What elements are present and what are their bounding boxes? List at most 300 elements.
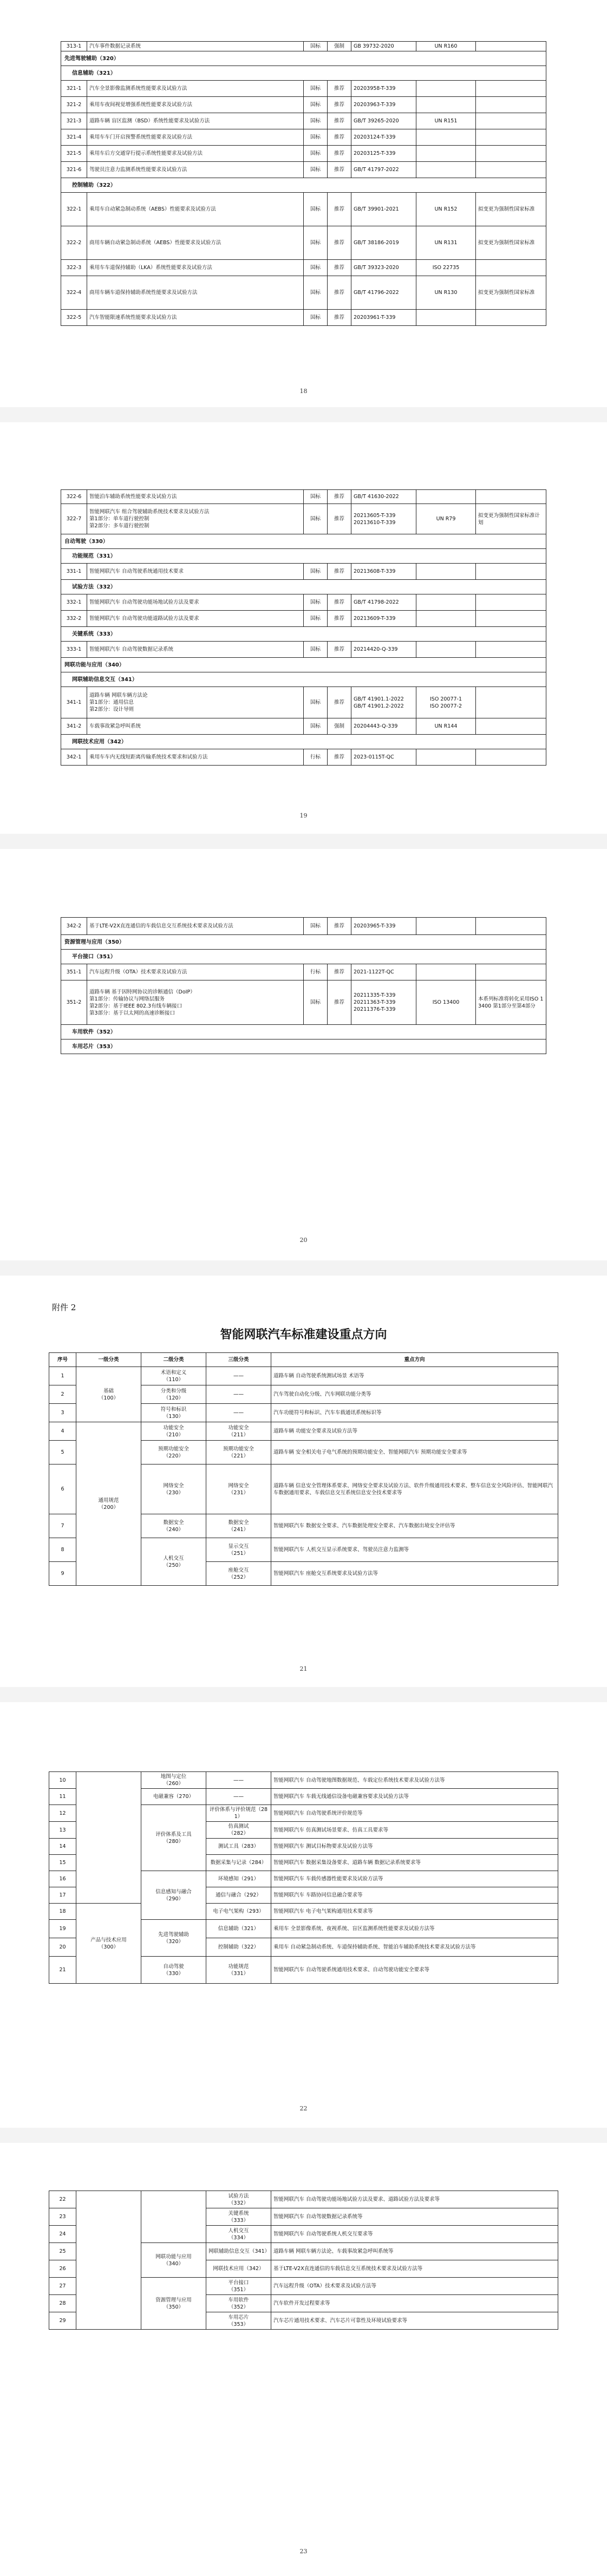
std-id: 351-1 [61, 964, 87, 980]
page-gap [0, 1260, 607, 1276]
std-note [476, 113, 546, 129]
subsection-row [61, 66, 546, 81]
level3-cell: 数据采集与记录（284） [206, 1855, 271, 1871]
std-nature: 推荐 [328, 964, 351, 980]
focus-cell: 智能网联汽车 自动驾驶数据记录系统等 [271, 2208, 558, 2226]
std-nature: 强制 [328, 718, 351, 735]
std-id: 341-2 [61, 718, 87, 735]
page-number: 20 [299, 1237, 308, 1244]
std-note [476, 918, 546, 935]
section-title: 先进驾驶辅助（320） [61, 51, 546, 66]
std-id: 321-3 [61, 113, 87, 129]
std-name: 智能网联汽车 组合驾驶辅助系统技术要求及试验方法 第1部分：单车道行驶控制 第2部分：多车道行驶控制 [87, 504, 304, 534]
focus-cell: 智能网联汽车 座舱交互系统要求及试验方法等 [271, 1562, 558, 1586]
focus-cell: 道路车辆 功能安全要求及试验方法等 [271, 1422, 558, 1441]
row-number: 19 [49, 1920, 76, 1938]
level3-cell: 数据安全 （241） [206, 1514, 271, 1538]
row-number: 13 [49, 1822, 76, 1839]
std-id: 321-1 [61, 81, 87, 97]
focus-cell: 智能网联汽车 自动驾驶功能场地试验方法及要求、道路试验方法及要求等 [271, 2191, 558, 2208]
std-intl [416, 310, 476, 326]
std-nature: 推荐 [328, 642, 351, 658]
focus-cell: 智能网联汽车 人机交互显示系统要求、驾驶员注意力监测等 [271, 1538, 558, 1562]
std-id: 351-2 [61, 980, 87, 1025]
std-type: 国标 [304, 642, 328, 658]
row-number: 26 [49, 2260, 76, 2278]
std-name: 汽车远程升级（OTA）技术要求及试验方法 [87, 964, 304, 980]
row-number: 16 [49, 1871, 76, 1887]
section-title: 资源管理与应用（350） [61, 935, 546, 950]
focus-cell: 基于LTE-V2X直连通信的车载信息交互系统技术要求及试验方法等 [271, 2260, 558, 2278]
std-nature: 推荐 [328, 918, 351, 935]
std-intl [416, 97, 476, 113]
row-number: 24 [49, 2226, 76, 2243]
section-row [61, 658, 546, 672]
row-number: 5 [49, 1441, 76, 1464]
focus-table-p5 [49, 1771, 558, 1984]
std-type: 国标 [304, 146, 328, 162]
std-plan: 20203125-T-339 [351, 146, 416, 162]
row-number: 8 [49, 1538, 76, 1562]
level3-cell: 座舱交互 （252） [206, 1562, 271, 1586]
table-row [61, 980, 546, 1025]
std-note [476, 687, 546, 718]
std-intl [416, 129, 476, 146]
page-gap [0, 407, 607, 422]
table-row [61, 918, 546, 935]
std-id: 341-1 [61, 687, 87, 718]
row-number: 18 [49, 1904, 76, 1920]
std-intl: ISO 22735 [416, 260, 476, 276]
std-name: 车载事故紧急呼叫系统 [87, 718, 304, 735]
subsection-row [61, 178, 546, 193]
std-intl: ISO 20077-1 ISO 20077-2 [416, 687, 476, 718]
focus-cell: 乘用车 自动紧急制动系统、车道保持辅助系统、智能泊车辅助系统技术要求及试验方法等 [271, 1938, 558, 1957]
level3-cell: 控制辅助（322） [206, 1938, 271, 1957]
focus-table-p4 [49, 1352, 558, 1586]
section-row [61, 935, 546, 950]
std-name: 汽车全景影像监测系统性能要求及试验方法 [87, 81, 304, 97]
std-intl: UN R130 [416, 276, 476, 310]
std-type: 国标 [304, 594, 328, 611]
std-plan: 2021-1122T-QC [351, 964, 416, 980]
table-row [61, 146, 546, 162]
std-intl [416, 594, 476, 611]
std-name: 汽车事件数据记录系统 [87, 42, 304, 51]
subsection-title: 车用芯片（353） [61, 1039, 546, 1054]
std-intl: UN R79 [416, 504, 476, 534]
level2-cell: 信息感知与融合 （290） [141, 1871, 206, 1920]
std-name: 汽车智能限速系统性能要求及试验方法 [87, 310, 304, 326]
standards-table-p1 [61, 41, 546, 326]
table-row [61, 611, 546, 627]
focus-cell: 智能网联汽车 自动驾驶系统人机交互要求等 [271, 2226, 558, 2243]
row-number: 17 [49, 1887, 76, 1904]
std-note: 本系列标准将转化采用ISO 13400 第1部分至第4部分 [476, 980, 546, 1025]
row-number: 11 [49, 1789, 76, 1805]
std-type: 国标 [304, 310, 328, 326]
level3-cell: 预期功能安全 （221） [206, 1441, 271, 1464]
std-id: 322-4 [61, 276, 87, 310]
std-type: 行标 [304, 749, 328, 766]
table-row [61, 564, 546, 580]
level3-cell: 测试工具（283） [206, 1839, 271, 1855]
page-4 [0, 1276, 607, 1687]
focus-cell: 智能网联汽车 数据采集设备要求、道路车辆 数据记录系统要求等 [271, 1855, 558, 1871]
std-name: 道路车辆 基于因特网协议的诊断通信（DoIP） 第1部分：传输协议与网络层服务 第2部分：基于IEEE 802.3有线车辆接口 第3部分：基于以太网的高速诊断接口 [87, 980, 304, 1025]
std-name: 基于LTE-V2X直连通信的车载信息交互系统技术要求及试验方法 [87, 918, 304, 935]
std-nature: 推荐 [328, 193, 351, 226]
level3-cell: —— [206, 1789, 271, 1805]
std-id: 332-1 [61, 594, 87, 611]
page-number: 19 [299, 812, 308, 819]
focus-cell: 智能网联汽车 自动驾驶系统评价规范等 [271, 1805, 558, 1822]
level2-cell: 自动驾驶 （330） [141, 1957, 206, 1984]
focus-cell: 乘用车 全景影像系统、夜视系统、盲区监测系统性能要求及试验方法等 [271, 1920, 558, 1938]
page-number: 21 [299, 1665, 308, 1672]
row-number: 28 [49, 2295, 76, 2312]
std-intl: UN R160 [416, 42, 476, 51]
table-header [49, 1353, 558, 1367]
level2-cell: 地图与定位 （260） [141, 1772, 206, 1789]
level3-cell: 试验方法 （332） [206, 2191, 271, 2208]
std-plan: GB 39732-2020 [351, 42, 416, 51]
table-row [61, 162, 546, 178]
std-nature: 推荐 [328, 97, 351, 113]
page-5 [0, 1702, 607, 2128]
level3-cell: —— [206, 1385, 271, 1404]
header-cell: 三级分类 [206, 1353, 271, 1367]
subsection-row [61, 735, 546, 749]
focus-cell: 智能网联汽车 电子电气架构通用技术要求等 [271, 1904, 558, 1920]
subsection-title: 试验方法（332） [61, 580, 546, 594]
level2-cell: 电磁兼容（270） [141, 1789, 206, 1805]
level2-cell: 预期功能安全 （220） [141, 1441, 206, 1464]
std-plan: 20203963-T-339 [351, 97, 416, 113]
subsection-title: 功能规范（331） [61, 549, 546, 564]
row-number: 21 [49, 1957, 76, 1984]
header-cell: 二级分类 [141, 1353, 206, 1367]
subsection-title: 网联辅助信息交互（341） [61, 672, 546, 687]
std-note [476, 260, 546, 276]
std-name: 驾驶员注意力监测系统性能要求及试验方法 [87, 162, 304, 178]
std-intl [416, 642, 476, 658]
table-row [49, 2191, 558, 2208]
section-title: 网联功能与应用（340） [61, 658, 546, 672]
section-row [61, 534, 546, 549]
subsection-row [61, 580, 546, 594]
std-intl: UN R151 [416, 113, 476, 129]
std-plan: GB/T 41901.1-2022 GB/T 41901.2-2022 [351, 687, 416, 718]
level3-cell: —— [206, 1772, 271, 1789]
level3-cell: 车用芯片 （353） [206, 2312, 271, 2330]
std-type: 国标 [304, 193, 328, 226]
level2-cell: 数据安全 （240） [141, 1514, 206, 1538]
level2-cell: 符号和标识 （130） [141, 1404, 206, 1422]
std-nature: 推荐 [328, 146, 351, 162]
subsection-title: 控制辅助（322） [61, 178, 546, 193]
std-plan: GB/T 41798-2022 [351, 594, 416, 611]
std-name: 乘用车车门开启预警系统性能要求及试验方法 [87, 129, 304, 146]
table-row [61, 964, 546, 980]
std-nature: 推荐 [328, 490, 351, 504]
focus-cell: 智能网联汽车 车载传感器性能要求及试验方法等 [271, 1871, 558, 1887]
std-type: 行标 [304, 964, 328, 980]
std-id: 333-1 [61, 642, 87, 658]
header-cell: 重点方向 [271, 1353, 558, 1367]
std-note [476, 129, 546, 146]
std-nature: 推荐 [328, 980, 351, 1025]
focus-cell: 道路车辆 信息安全管理体系要求、网络安全要求及试验方法、软件升级通用技术要求、整车信息安全风险评估、智能网联汽车数据通用要求、车载信息交互系统信息安全技术要求等 [271, 1464, 558, 1514]
std-note [476, 146, 546, 162]
level3-cell: 显示交互 （251） [206, 1538, 271, 1562]
subsection-title: 信息辅助（321） [61, 66, 546, 81]
std-type: 国标 [304, 980, 328, 1025]
row-number: 15 [49, 1855, 76, 1871]
level2-cell: 网络安全 （230） [141, 1464, 206, 1514]
std-plan: 20213605-T-339 20213610-T-339 [351, 504, 416, 534]
std-intl: UN R131 [416, 226, 476, 260]
level1-cell: 基础 （100） [76, 1367, 141, 1422]
std-plan: 20214420-Q-339 [351, 642, 416, 658]
level2-cell: 术语和定义 （110） [141, 1367, 206, 1385]
std-name: 乘用车夜间视觉增强系统性能要求及试验方法 [87, 97, 304, 113]
std-note [476, 749, 546, 766]
std-nature: 推荐 [328, 594, 351, 611]
level2-cell [141, 2191, 206, 2243]
table-row [61, 42, 546, 51]
level3-cell: 关键系统 （333） [206, 2208, 271, 2226]
row-number: 27 [49, 2278, 76, 2295]
std-nature: 推荐 [328, 226, 351, 260]
std-id: 322-2 [61, 226, 87, 260]
std-plan: GB/T 41797-2022 [351, 162, 416, 178]
row-number: 23 [49, 2208, 76, 2226]
std-nature: 推荐 [328, 611, 351, 627]
level1-cell: 产品与技术应用 （300） [76, 1904, 141, 1984]
std-plan: GB/T 38186-2019 [351, 226, 416, 260]
focus-cell: 智能网联汽车 数据安全要求、汽车数据处理安全要求、汽车数据出境安全评估等 [271, 1514, 558, 1538]
table-row [49, 1904, 558, 1920]
std-plan: 20213609-T-339 [351, 611, 416, 627]
std-type: 国标 [304, 129, 328, 146]
subsection-row [61, 950, 546, 964]
standards-table-p3 [61, 917, 546, 1054]
focus-cell: 汽车功能符号和标识、汽车车载通讯系统标识等 [271, 1404, 558, 1422]
std-id: 321-6 [61, 162, 87, 178]
std-type: 国标 [304, 490, 328, 504]
table-row [61, 129, 546, 146]
row-number: 6 [49, 1464, 76, 1514]
table-row [61, 113, 546, 129]
std-type: 国标 [304, 718, 328, 735]
std-note: 拟变更为强制性国家标准 [476, 276, 546, 310]
level3-cell: 平台接口 （351） [206, 2278, 271, 2295]
level3-cell: 网联技术应用（342） [206, 2260, 271, 2278]
std-id: 321-2 [61, 97, 87, 113]
level3-cell: 车用软件 （352） [206, 2295, 271, 2312]
std-type: 国标 [304, 504, 328, 534]
std-name: 道路车辆 盲区监测（BSD）系统性能要求及试验方法 [87, 113, 304, 129]
row-number: 25 [49, 2243, 76, 2260]
std-note [476, 718, 546, 735]
level3-cell: 网联辅助信息交互（341） [206, 2243, 271, 2260]
std-id: 321-5 [61, 146, 87, 162]
std-note [476, 97, 546, 113]
std-note: 拟变更为强制性国家标准 [476, 226, 546, 260]
page-number: 22 [299, 2105, 308, 2112]
std-note [476, 611, 546, 627]
std-intl [416, 146, 476, 162]
level1-cell [76, 1772, 141, 1904]
table-row [61, 594, 546, 611]
subsection-title: 关键系统（333） [61, 627, 546, 642]
std-plan: 20203965-T-339 [351, 918, 416, 935]
level3-cell: 人机交互 （334） [206, 2226, 271, 2243]
std-plan: GB/T 39265-2020 [351, 113, 416, 129]
std-type: 国标 [304, 611, 328, 627]
std-plan: 20211335-T-339 20211363-T-339 20211376-T-339 [351, 980, 416, 1025]
focus-cell: 智能网联汽车 车路协同信息融合要求等 [271, 1887, 558, 1904]
focus-cell: 汽车软件开发过程要求等 [271, 2295, 558, 2312]
std-nature: 推荐 [328, 162, 351, 178]
std-type: 国标 [304, 226, 328, 260]
row-number: 3 [49, 1404, 76, 1422]
std-nature: 推荐 [328, 113, 351, 129]
std-type: 国标 [304, 162, 328, 178]
std-id: 322-1 [61, 193, 87, 226]
std-type: 国标 [304, 81, 328, 97]
std-plan: GB/T 41796-2022 [351, 276, 416, 310]
focus-cell: 智能网联汽车 自动驾驶地图数据规范、车载定位系统技术要求及试验方法等 [271, 1772, 558, 1789]
level1-cell: 通用规范 （200） [76, 1422, 141, 1586]
standards-table-p2 [61, 489, 546, 766]
std-name: 乘用车后方交通穿行提示系统性能要求及试验方法 [87, 146, 304, 162]
std-type: 国标 [304, 687, 328, 718]
std-note [476, 564, 546, 580]
std-id: 322-5 [61, 310, 87, 326]
std-note [476, 42, 546, 51]
std-name: 智能网联汽车 自动驾驶功能道路试验方法及要求 [87, 611, 304, 627]
row-number: 10 [49, 1772, 76, 1789]
std-plan: GB/T 39323-2020 [351, 260, 416, 276]
level2-cell: 资源管理与应用 （350） [141, 2278, 206, 2330]
std-id: 342-2 [61, 918, 87, 935]
std-intl [416, 490, 476, 504]
table-row [61, 226, 546, 260]
focus-cell: 道路车辆 网联车辆方法论、车载事故紧急呼叫系统等 [271, 2243, 558, 2260]
std-id: 342-1 [61, 749, 87, 766]
subsection-title: 车用软件（352） [61, 1025, 546, 1039]
std-id: 331-1 [61, 564, 87, 580]
std-intl [416, 162, 476, 178]
std-name: 商用车辆自动紧急制动系统（AEBS）性能要求及试验方法 [87, 226, 304, 260]
std-name: 道路车辆 网联车辆方法论 第1部分：通用信息 第2部分：设计导则 [87, 687, 304, 718]
table-row [61, 81, 546, 97]
table-row [61, 260, 546, 276]
row-number: 14 [49, 1839, 76, 1855]
level3-cell: 网络安全 （231） [206, 1464, 271, 1514]
std-note [476, 642, 546, 658]
table-row [49, 1367, 558, 1385]
table-row [61, 749, 546, 766]
focus-cell: 智能网联汽车 仿真测试场景要求、仿真工具要求等 [271, 1822, 558, 1839]
std-name: 乘用车车内无线短距离传输系统技术要求和试验方法 [87, 749, 304, 766]
header-cell: 一级分类 [76, 1353, 141, 1367]
std-nature: 推荐 [328, 310, 351, 326]
page-gap [0, 834, 607, 849]
std-note [476, 310, 546, 326]
table-row [61, 687, 546, 718]
std-name: 商用车辆车道保持辅助系统性能要求及试验方法 [87, 276, 304, 310]
level2-cell: 先进驾驶辅助 （320） [141, 1920, 206, 1957]
std-type: 国标 [304, 918, 328, 935]
row-number: 22 [49, 2191, 76, 2208]
level3-cell: 电子电气架构（293） [206, 1904, 271, 1920]
subsection-row [61, 1039, 546, 1054]
focus-table-p6 [49, 2191, 558, 2330]
std-nature: 推荐 [328, 276, 351, 310]
level2-cell: 功能安全 （210） [141, 1422, 206, 1441]
table-row [61, 193, 546, 226]
level3-cell: —— [206, 1404, 271, 1422]
std-nature: 推荐 [328, 564, 351, 580]
appendix-label: 附件 2 [52, 1303, 76, 1312]
std-id: 321-4 [61, 129, 87, 146]
level3-cell: 仿真测试 （282） [206, 1822, 271, 1839]
std-intl [416, 918, 476, 935]
level1-cell [76, 2191, 141, 2330]
row-number: 7 [49, 1514, 76, 1538]
table-row [61, 642, 546, 658]
std-nature: 推荐 [328, 504, 351, 534]
std-id: 322-3 [61, 260, 87, 276]
std-intl [416, 749, 476, 766]
table-row [61, 97, 546, 113]
page-gap [0, 1687, 607, 1702]
focus-cell: 道路车辆 自动驾驶系统测试场景 术语等 [271, 1367, 558, 1385]
std-type: 国标 [304, 564, 328, 580]
std-type: 国标 [304, 42, 328, 51]
std-plan: 20213608-T-339 [351, 564, 416, 580]
std-id: 322-6 [61, 490, 87, 504]
page-number: 23 [299, 2548, 308, 2555]
std-id: 322-7 [61, 504, 87, 534]
std-plan: GB/T 39901-2021 [351, 193, 416, 226]
std-name: 乘用车车道保持辅助（LKA）系统性能要求及试验方法 [87, 260, 304, 276]
std-nature: 强制 [328, 42, 351, 51]
page-1 [0, 0, 607, 407]
std-plan: 20203961-T-339 [351, 310, 416, 326]
page-2 [0, 422, 607, 834]
subsection-row [61, 1025, 546, 1039]
section-row [61, 51, 546, 66]
section-title: 自动驾驶（330） [61, 534, 546, 549]
row-number: 12 [49, 1805, 76, 1822]
level3-cell: 功能规范 （331） [206, 1957, 271, 1984]
std-nature: 推荐 [328, 260, 351, 276]
row-number: 1 [49, 1367, 76, 1385]
table-row [49, 1422, 558, 1441]
level2-cell: 人机交互 （250） [141, 1538, 206, 1586]
subsection-row [61, 549, 546, 564]
std-intl [416, 564, 476, 580]
std-name: 乘用车自动紧急制动系统（AEBS）性能要求及试验方法 [87, 193, 304, 226]
level2-cell: 评价体系及工具 （280） [141, 1805, 206, 1871]
level3-cell: 环境感知（291） [206, 1871, 271, 1887]
std-name: 智能网联汽车 自动驾驶功能场地试验方法及要求 [87, 594, 304, 611]
level3-cell: 通信与融合（292） [206, 1887, 271, 1904]
